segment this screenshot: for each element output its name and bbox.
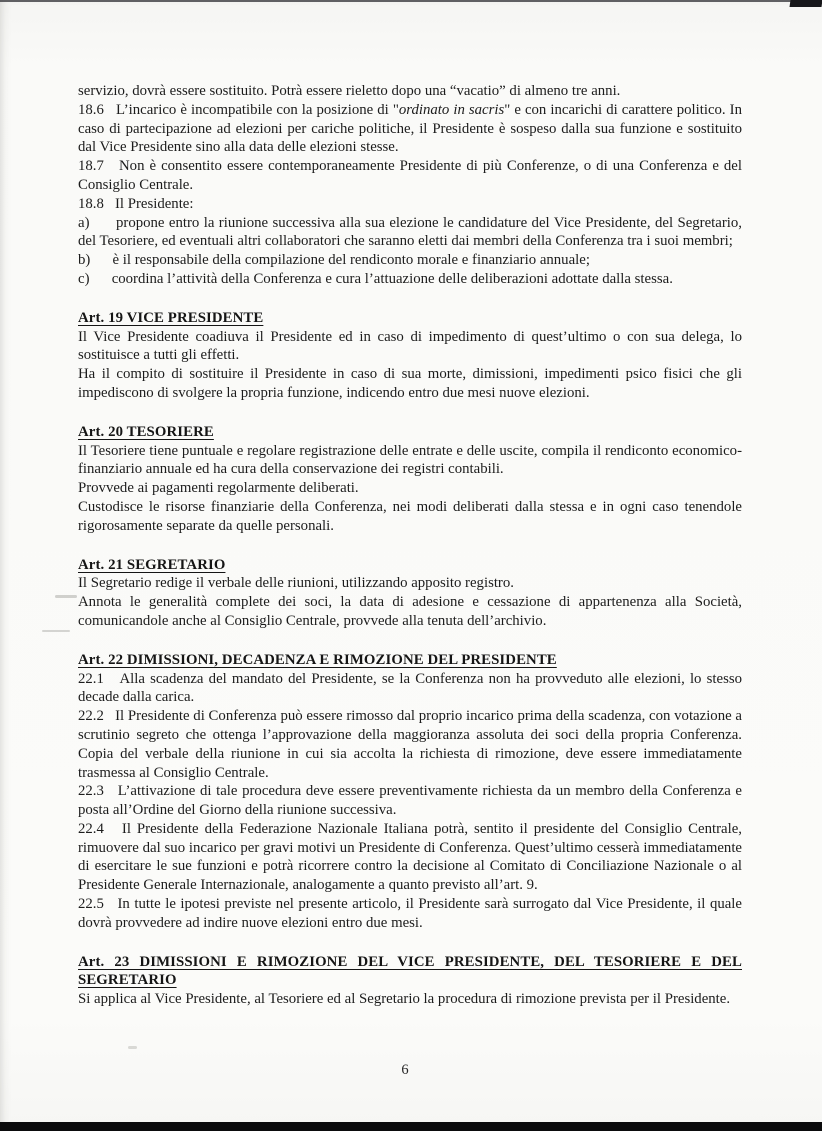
document-content bbox=[78, 0, 742, 1009]
paragraph bbox=[78, 990, 742, 1009]
paragraph bbox=[78, 365, 742, 403]
paragraph bbox=[78, 498, 742, 536]
paragraph bbox=[78, 157, 742, 195]
article-heading-line: Art. 21 SEGRETARIO bbox=[78, 556, 226, 573]
text-run: 22.3 L’attivazione di tale procedura deve essere preventivamente richiesta da un membro della Conferenza e posta all’Ordine del Giorno della riunione successiva. bbox=[78, 783, 742, 819]
paragraph bbox=[78, 270, 742, 289]
paragraph bbox=[78, 195, 742, 214]
paragraph bbox=[78, 593, 742, 631]
text-run: c) coordina l’attività della Conferenza e cura l’attuazione delle deliberazioni adottate dalla stessa. bbox=[78, 270, 673, 287]
text-run: Il Tesoriere tiene puntuale e regolare registrazione delle entrate e delle uscite, compila il rendiconto economico-finanziario annuale ed ha cura della conservazione dei registri contabili. bbox=[78, 442, 742, 478]
scan-smudge bbox=[55, 595, 77, 598]
text-run: servizio, dovrà essere sostituito. Potrà essere rieletto dopo una “vacatio” di almeno tre anni. bbox=[78, 83, 621, 99]
article-heading-line: Art. 20 TESORIERE bbox=[78, 423, 214, 440]
article-heading-line: SEGRETARIO bbox=[78, 972, 177, 989]
article-heading bbox=[78, 423, 742, 442]
article-heading bbox=[78, 309, 742, 328]
text-run: b) è il responsabile della compilazione del rendiconto morale e finanziario annuale; bbox=[78, 252, 590, 269]
paragraph bbox=[78, 782, 742, 820]
text-run: 22.5 In tutte le ipotesi previste nel presente articolo, il Presidente sarà surrogato dal Vice Presidente, il quale dovrà provvedere ad indire nuove elezioni entro due mesi. bbox=[78, 896, 742, 931]
text-run: Il Vice Presidente coadiuva il Presidente ed in caso di impedimento di quest’ultimo o con sua delega, lo sostituisce a tutti gli effetti. bbox=[78, 328, 742, 364]
text-run: Annota le generalità complete dei soci, la data di adesione e cessazione di appartenenza alla Società, comunicandole anche al Consiglio Centrale, provvede alla tenuta dell’archivio. bbox=[78, 594, 742, 629]
article-heading-line: Art. 23 DIMISSIONI E RIMOZIONE DEL VICE PRESIDENTE, DEL TESORIERE E DEL bbox=[78, 953, 742, 970]
text-run: 18.6 L’incarico è incompatibile con la posizione di " bbox=[78, 101, 399, 118]
text-run: 22.1 Alla scadenza del mandato del Presidente, se la Conferenza non ha provveduto alle elezioni, lo stesso decade dalla carica. bbox=[78, 670, 742, 706]
text-run: Ha il compito di sostituire il Presidente in caso di sua morte, dimissioni, impedimenti psico fisici che gli impediscono di svolgere la propria funzione, indicendo entro due mesi nuove elezioni. bbox=[78, 366, 742, 401]
text-run: 18.7 Non è consentito essere contemporaneamente Presidente di più Conferenze, o di una Conferenza e del Consiglio Centrale. bbox=[78, 158, 742, 193]
paragraph bbox=[78, 82, 742, 101]
article-heading-line: Art. 22 DIMISSIONI, DECADENZA E RIMOZIONE DEL PRESIDENTE bbox=[78, 651, 557, 668]
text-run: 18.8 Il Presidente: bbox=[78, 195, 194, 212]
text-run: " e con incarichi di carattere politico. In caso di partecipazione ad elezioni per cariche politiche, il Presidente è sospeso dalla sua funzione e sostituito dal Vice Presidente sino alla data delle elezioni stesse. bbox=[78, 101, 742, 156]
article-heading bbox=[78, 953, 742, 991]
text-run: Provvede ai pagamenti regolarmente deliberati. bbox=[78, 480, 359, 497]
paragraph bbox=[78, 251, 742, 270]
paragraph bbox=[78, 574, 742, 593]
scan-bottom-black-bar bbox=[0, 1122, 822, 1131]
paragraph bbox=[78, 328, 742, 366]
scan-smudge bbox=[42, 630, 70, 632]
text-run: Il Segretario redige il verbale delle riunioni, utilizzando apposito registro. bbox=[78, 575, 514, 592]
page-number: 6 bbox=[401, 1062, 409, 1078]
paragraph bbox=[78, 670, 742, 708]
article-heading-line: Art. 19 VICE PRESIDENTE bbox=[78, 309, 264, 326]
text-run: Si applica al Vice Presidente, al Tesoriere ed al Segretario la procedura di rimozione prevista per il Presidente. bbox=[78, 991, 731, 1008]
paragraph bbox=[78, 442, 742, 480]
paragraph bbox=[78, 479, 742, 498]
article-heading bbox=[78, 651, 742, 670]
article-heading bbox=[78, 556, 742, 575]
paragraph bbox=[78, 895, 742, 933]
scan-top-right-artifact bbox=[790, 0, 822, 7]
text-run: 22.4 Il Presidente della Federazione Nazionale Italiana potrà, sentito il presidente del Consiglio Centrale, rimuovere dal suo incarico per gravi motivi un Presidente di Conferenza. Quest’ultimo cesserà immediatamente di esercitare le sue funzioni e potrà ricorrere contro la decisione al Comitato di Conciliazione Nazionale o al Presidente Generale Internazionale, analogamente a quanto previsto all’art. 9. bbox=[78, 820, 742, 894]
paragraph bbox=[78, 820, 742, 895]
text-run: Custodisce le risorse finanziarie della Conferenza, nei modi deliberati dalla stessa e in ogni caso tenendole rigorosamente separate da quelle personali. bbox=[78, 498, 742, 534]
paragraph bbox=[78, 101, 742, 157]
paragraph bbox=[78, 214, 742, 252]
paragraph bbox=[78, 707, 742, 782]
text-run: a) propone entro la riunione successiva alla sua elezione le candidature del Vice Presidente, del Segretario, del Tesoriere, ed eventuali altri collaboratori che saranno eletti dai membri della Conferenza tra i suoi membri; bbox=[78, 214, 742, 250]
scan-smudge bbox=[128, 1046, 137, 1049]
italic-text-run: ordinato in sacris bbox=[398, 101, 505, 118]
text-run: 22.2 Il Presidente di Conferenza può essere rimosso dal proprio incarico prima della scadenza, con votazione a scrutinio segreto che ottenga l’approvazione della maggioranza assoluta dei soci della propria Conferenza. Copia del verbale della riunione in cui sia accolta la richiesta di rimozione, deve essere immediatamente trasmessa al Consiglio Centrale. bbox=[78, 708, 742, 781]
